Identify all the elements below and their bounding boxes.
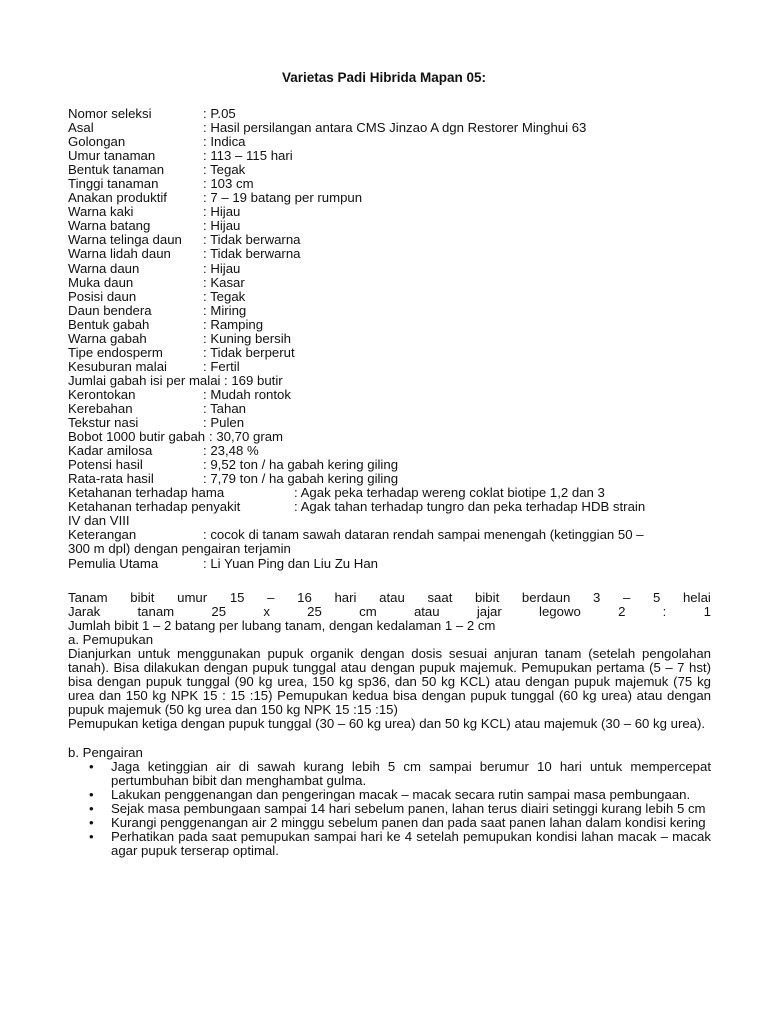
pengairan-heading: b. Pengairan [68, 744, 143, 760]
spec-value: : Tegak [203, 162, 246, 178]
word: atau [413, 604, 440, 620]
list-item [68, 816, 711, 830]
word: 25 [211, 604, 227, 620]
spec-row-continuation [68, 542, 718, 556]
word: : [662, 604, 667, 620]
spec-value: : Mudah rontok [203, 386, 291, 402]
list-item [68, 788, 711, 802]
spec-row [68, 430, 718, 444]
spec-label: Bentuk tanaman [68, 162, 165, 178]
spec-value: : Pulen [203, 415, 245, 431]
spec-row [68, 205, 718, 219]
word: – [622, 590, 631, 605]
spec-row [68, 458, 718, 472]
word: 2 [618, 604, 626, 620]
spec-value: : 23,48 % [203, 443, 259, 459]
pengairan-list [68, 760, 711, 858]
spec-row [68, 177, 718, 191]
spec-row [68, 233, 718, 247]
spec-label: Warna daun [68, 260, 140, 276]
spec-label: Tekstur nasi [68, 415, 139, 431]
spec-row-penyakit [68, 500, 718, 514]
spec-value: : Kasar [203, 274, 245, 290]
spec-continuation: 300 m dpl) dengan pengairan terjamin [68, 541, 291, 557]
word: 16 [297, 590, 312, 605]
spec-row [68, 135, 718, 149]
spec-value: : Tidak berwarna [203, 246, 301, 262]
word: bibit [130, 590, 155, 605]
cultivation-section [68, 591, 711, 858]
spec-row [68, 374, 718, 388]
word: hari [334, 590, 357, 605]
spec-row [68, 388, 718, 402]
spec-value: : Tidak berwarna [203, 232, 301, 248]
spec-value: : 7 – 19 batang per rumpun [203, 190, 363, 206]
spec-label: Kesuburan malai [68, 358, 167, 374]
spec-value: : Hijau [203, 218, 241, 234]
word: umur [177, 590, 208, 605]
word: tanam [137, 604, 175, 620]
list-item-text: Lakukan penggenangan dan pengeringan macak – macak secara rutin sampai masa pembungaan. [111, 786, 691, 802]
spec-row [68, 486, 718, 500]
spec-label: Tinggi tanaman [68, 176, 159, 192]
spec-label: Warna telinga daun [68, 232, 182, 248]
spec-label: Rata-rata hasil [68, 471, 154, 487]
page-title: Varietas Padi Hibrida Mapan 05: [281, 70, 487, 85]
spacer [68, 731, 711, 745]
spec-row [68, 290, 718, 304]
spec-label: Golongan [68, 134, 126, 150]
word: atau [379, 590, 405, 605]
pemupukan-heading: a. Pemupukan [68, 632, 154, 648]
list-item [68, 802, 711, 816]
spec-value: : Indica [203, 134, 246, 150]
spec-value: : Hasil persilangan antara CMS Jinzao A dgn Restorer Minghui 63 [203, 120, 587, 136]
spec-value: : 169 butir [224, 372, 283, 388]
spec-value: : Kuning bersih [203, 330, 291, 346]
spec-label: Keterangan [68, 527, 137, 543]
spec-rows [68, 107, 718, 500]
list-item [68, 830, 711, 858]
spec-label: Warna kaki [68, 204, 134, 220]
list-item-text: Jaga ketinggian air di sawah kurang lebih 5 cm sampai berumur 10 hari untuk mempercepat pertumbuhan bibit dan menghambat gulma. [111, 758, 711, 788]
spec-label: Umur tanaman [68, 148, 156, 164]
word: cm [359, 604, 377, 620]
spec-label: Nomor seleksi [68, 106, 152, 121]
spec-value: : Li Yuan Ping dan Liu Zu Han [203, 555, 378, 571]
word: bibit [475, 590, 500, 605]
spec-value: : Agak tahan terhadap tungro dan peka terhadap HDB strain [294, 499, 646, 515]
spec-label: Daun bendera [68, 302, 152, 318]
spec-row [68, 262, 718, 276]
bullet-icon: • [89, 800, 94, 816]
spec-row-continuation [68, 514, 718, 528]
spec-label: Muka daun [68, 274, 134, 290]
spec-row [68, 191, 718, 205]
spec-value: : 30,70 gram [209, 429, 284, 445]
word: 5 [652, 590, 661, 605]
spec-label: Tipe endosperm [68, 344, 163, 360]
list-item-text: Sejak masa pembungaan sampai 14 hari sebelum panen, lahan terus diairi setinggi kurang lebih 5 cm [111, 800, 706, 816]
spec-label: Ketahanan terhadap penyakit [68, 499, 241, 515]
spec-label: Bobot 1000 butir gabah [68, 429, 206, 445]
spec-value: : Tahan [203, 400, 247, 416]
spec-value: : P.05 [203, 106, 236, 121]
spec-value: : Tidak berperut [203, 344, 295, 360]
spec-row [68, 219, 718, 233]
spec-row-pemulia [68, 557, 718, 571]
spec-row [68, 472, 718, 486]
spec-label: Kadar amilosa [68, 443, 153, 459]
spec-value: : 103 cm [203, 176, 254, 192]
spec-value: : 113 – 115 hari [203, 148, 293, 164]
bullet-icon: • [89, 786, 94, 802]
spec-label: Kerontokan [68, 386, 136, 402]
spec-continuation: IV dan VIII [68, 513, 130, 529]
spec-label: Anakan produktif [68, 190, 167, 206]
spec-row [68, 332, 718, 346]
list-item-text: Perhatikan pada saat pemupukan sampai hari ke 4 setelah pemupukan kondisi lahan macak – macak agar pupuk terserap optimal. [111, 828, 711, 858]
word: Jarak [68, 604, 101, 620]
spec-label: Pemulia Utama [68, 555, 159, 571]
word: helai [682, 590, 711, 605]
word: jajar [476, 604, 502, 620]
spec-value: : Tegak [203, 288, 246, 304]
spec-value: : Miring [203, 302, 247, 318]
list-item [68, 760, 711, 788]
word: Tanam [68, 590, 108, 605]
spec-row [68, 346, 718, 360]
spec-label: Asal [68, 120, 94, 136]
spec-label: Jumlai gabah isi per malai [68, 372, 221, 388]
spec-row [68, 416, 718, 430]
list-item-text: Kurangi penggenangan air 2 minggu sebelum panen dan pada saat panen lahan dalam kondisi kering [111, 814, 706, 830]
word: x [263, 604, 270, 620]
spec-value: : Fertil [203, 358, 240, 374]
spec-value: : Hijau [203, 204, 241, 220]
word: legowo [539, 604, 581, 620]
word: 15 [229, 590, 245, 605]
spec-row [68, 107, 718, 121]
jarak-line [68, 605, 711, 619]
spec-row [68, 402, 718, 416]
spec-row-keterangan [68, 528, 718, 542]
spec-value: : 7,79 ton / ha gabah kering giling [203, 471, 399, 487]
spec-list [68, 107, 718, 571]
word: 1 [703, 604, 711, 620]
spec-label: Ketahanan terhadap hama [68, 485, 225, 501]
spec-value: : 9,52 ton / ha gabah kering giling [203, 457, 399, 473]
spec-row [68, 304, 718, 318]
spec-label: Potensi hasil [68, 457, 143, 473]
spec-value: : Hijau [203, 260, 241, 276]
spec-value: : Ramping [203, 316, 264, 332]
spec-label: Warna batang [68, 218, 151, 234]
spec-row [68, 360, 718, 374]
spec-label: Warna gabah [68, 330, 147, 346]
pemupukan-paragraph: Dianjurkan untuk menggunakan pupuk organik dengan dosis sesuai anjuran tanam (setelah pengolahan tanah). Bisa dilakukan dengan pupuk tunggal atau dengan pupuk majemuk. Pemupukan pertama (5 – 7 hst) bisa dengan pupuk tunggal (90 kg urea, 150 kg sp36, dan 50 kg KCL) atau dengan pupuk majemuk (75 kg urea dan 150 kg NPK 15 : 15 :15) Pemupukan kedua bisa dengan pupuk tunggal (60 kg urea) atau dengan pupuk majemuk (50 kg urea dan 150 kg NPK 15 :15 :15) [68, 646, 711, 718]
word: saat [427, 590, 453, 605]
spec-label: Posisi daun [68, 288, 137, 304]
spec-row [68, 444, 718, 458]
spec-value: : Agak peka terhadap wereng coklat biotipe 1,2 dan 3 [294, 485, 605, 501]
word: 3 [592, 590, 601, 605]
bullet-icon: • [89, 828, 94, 844]
jumlah-bibit-text: Jumlah bibit 1 – 2 batang per lubang tanam, dengan kedalaman 1 – 2 cm [68, 618, 496, 634]
bullet-icon: • [89, 758, 94, 774]
bullet-icon: • [89, 814, 94, 830]
spec-row [68, 276, 718, 290]
spec-row [68, 121, 718, 135]
spec-row [68, 163, 718, 177]
spec-label: Kerebahan [68, 400, 133, 416]
spec-row [68, 318, 718, 332]
spec-value: : cocok di tanam sawah dataran rendah sampai menengah (ketinggian 50 – [203, 527, 644, 543]
pemupukan-paragraph: Pemupukan ketiga dengan pupuk tunggal (30 – 60 kg urea) dan 50 kg KCL) atau majemuk (30 – 60 kg urea). [68, 716, 706, 732]
tanam-line [68, 591, 711, 605]
spec-row [68, 149, 718, 163]
word: – [267, 590, 275, 605]
word: 25 [307, 604, 322, 620]
spec-label: Warna lidah daun [68, 246, 171, 262]
spec-label: Bentuk gabah [68, 316, 150, 332]
word: berdaun [521, 590, 571, 605]
spec-row [68, 247, 718, 261]
